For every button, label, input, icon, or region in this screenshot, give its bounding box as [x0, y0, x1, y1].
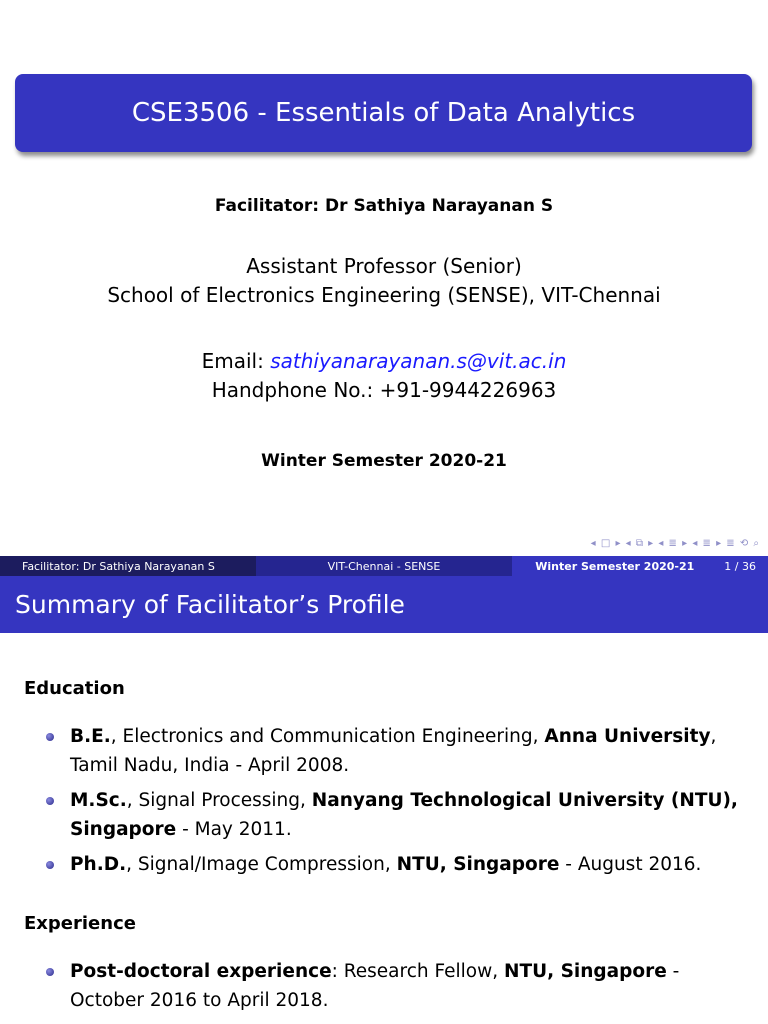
degree-date: , Tamil Nadu, India - April 2008.: [70, 726, 717, 776]
degree-name: Ph.D.: [70, 854, 127, 875]
institution-name: Nanyang Technological University (NTU), Singapore: [70, 790, 738, 840]
education-heading: Education: [24, 678, 125, 699]
beamer-navigation-icons[interactable]: ◂ □ ▸ ◂ ⧉ ▸ ◂ ≣ ▸ ◂ ≣ ▸ ≣ ⟲ ⌕: [590, 538, 760, 549]
frame-title: [0, 576, 768, 633]
facilitator-line: Facilitator: Dr Sathiya Narayanan S: [214, 196, 554, 216]
role-date: - October 2016 to April 2018.: [70, 961, 680, 1011]
bullet-icon: [46, 733, 54, 741]
phone-line: Handphone No.: +91-9944226963: [211, 378, 557, 402]
list-item: [44, 850, 754, 879]
list-item: [44, 786, 754, 844]
profile-slide: [0, 576, 768, 1024]
experience-heading: Experience: [24, 913, 136, 934]
experience-list: [44, 957, 754, 1021]
school-name: School of Electronics Engineering (SENSE), VIT-Chennai: [107, 283, 661, 307]
degree-date: - May 2011.: [176, 819, 292, 840]
position-title: Assistant Professor (Senior): [246, 254, 522, 278]
footer-institute: VIT-Chennai - SENSE: [327, 559, 441, 573]
footer-center: [256, 556, 512, 576]
role-name: Post-doctoral experience: [70, 961, 332, 982]
slide-footer: [0, 556, 768, 576]
degree-name: B.E.: [70, 726, 111, 747]
list-item: [44, 722, 754, 780]
education-list: [44, 722, 754, 885]
degree-date: - August 2016.: [559, 854, 702, 875]
slide-title: [15, 74, 752, 152]
semester-line: Winter Semester 2020-21: [261, 451, 507, 471]
footer-right: [512, 556, 768, 576]
bullet-icon: [46, 861, 54, 869]
footer-page-number: 1 / 36: [724, 559, 756, 573]
degree-detail: , Electronics and Communication Engineering,: [110, 726, 545, 747]
footer-left: [0, 556, 256, 576]
degree-detail: , Signal/Image Compression,: [126, 854, 397, 875]
bullet-icon: [46, 797, 54, 805]
bullet-icon: [46, 968, 54, 976]
institution-name: Anna University: [544, 726, 711, 747]
frame-title-text: Summary of Facilitator’s Profile: [15, 590, 405, 619]
email-link[interactable]: sathiyanarayanan.s@vit.ac.in: [270, 349, 567, 373]
footer-semester: Winter Semester 2020-21: [535, 559, 695, 573]
email-line: [0, 349, 768, 373]
institution-name: NTU, Singapore: [504, 961, 667, 982]
email-label: Email:: [201, 349, 271, 373]
list-item: [44, 957, 754, 1015]
degree-name: M.Sc.: [70, 790, 127, 811]
slide-title-text: CSE3506 - Essentials of Data Analytics: [131, 98, 636, 128]
footer-author: Facilitator: Dr Sathiya Narayanan S: [22, 559, 215, 573]
institution-name: NTU, Singapore: [396, 854, 560, 875]
degree-detail: , Signal Processing,: [126, 790, 312, 811]
role-detail: : Research Fellow,: [331, 961, 504, 982]
